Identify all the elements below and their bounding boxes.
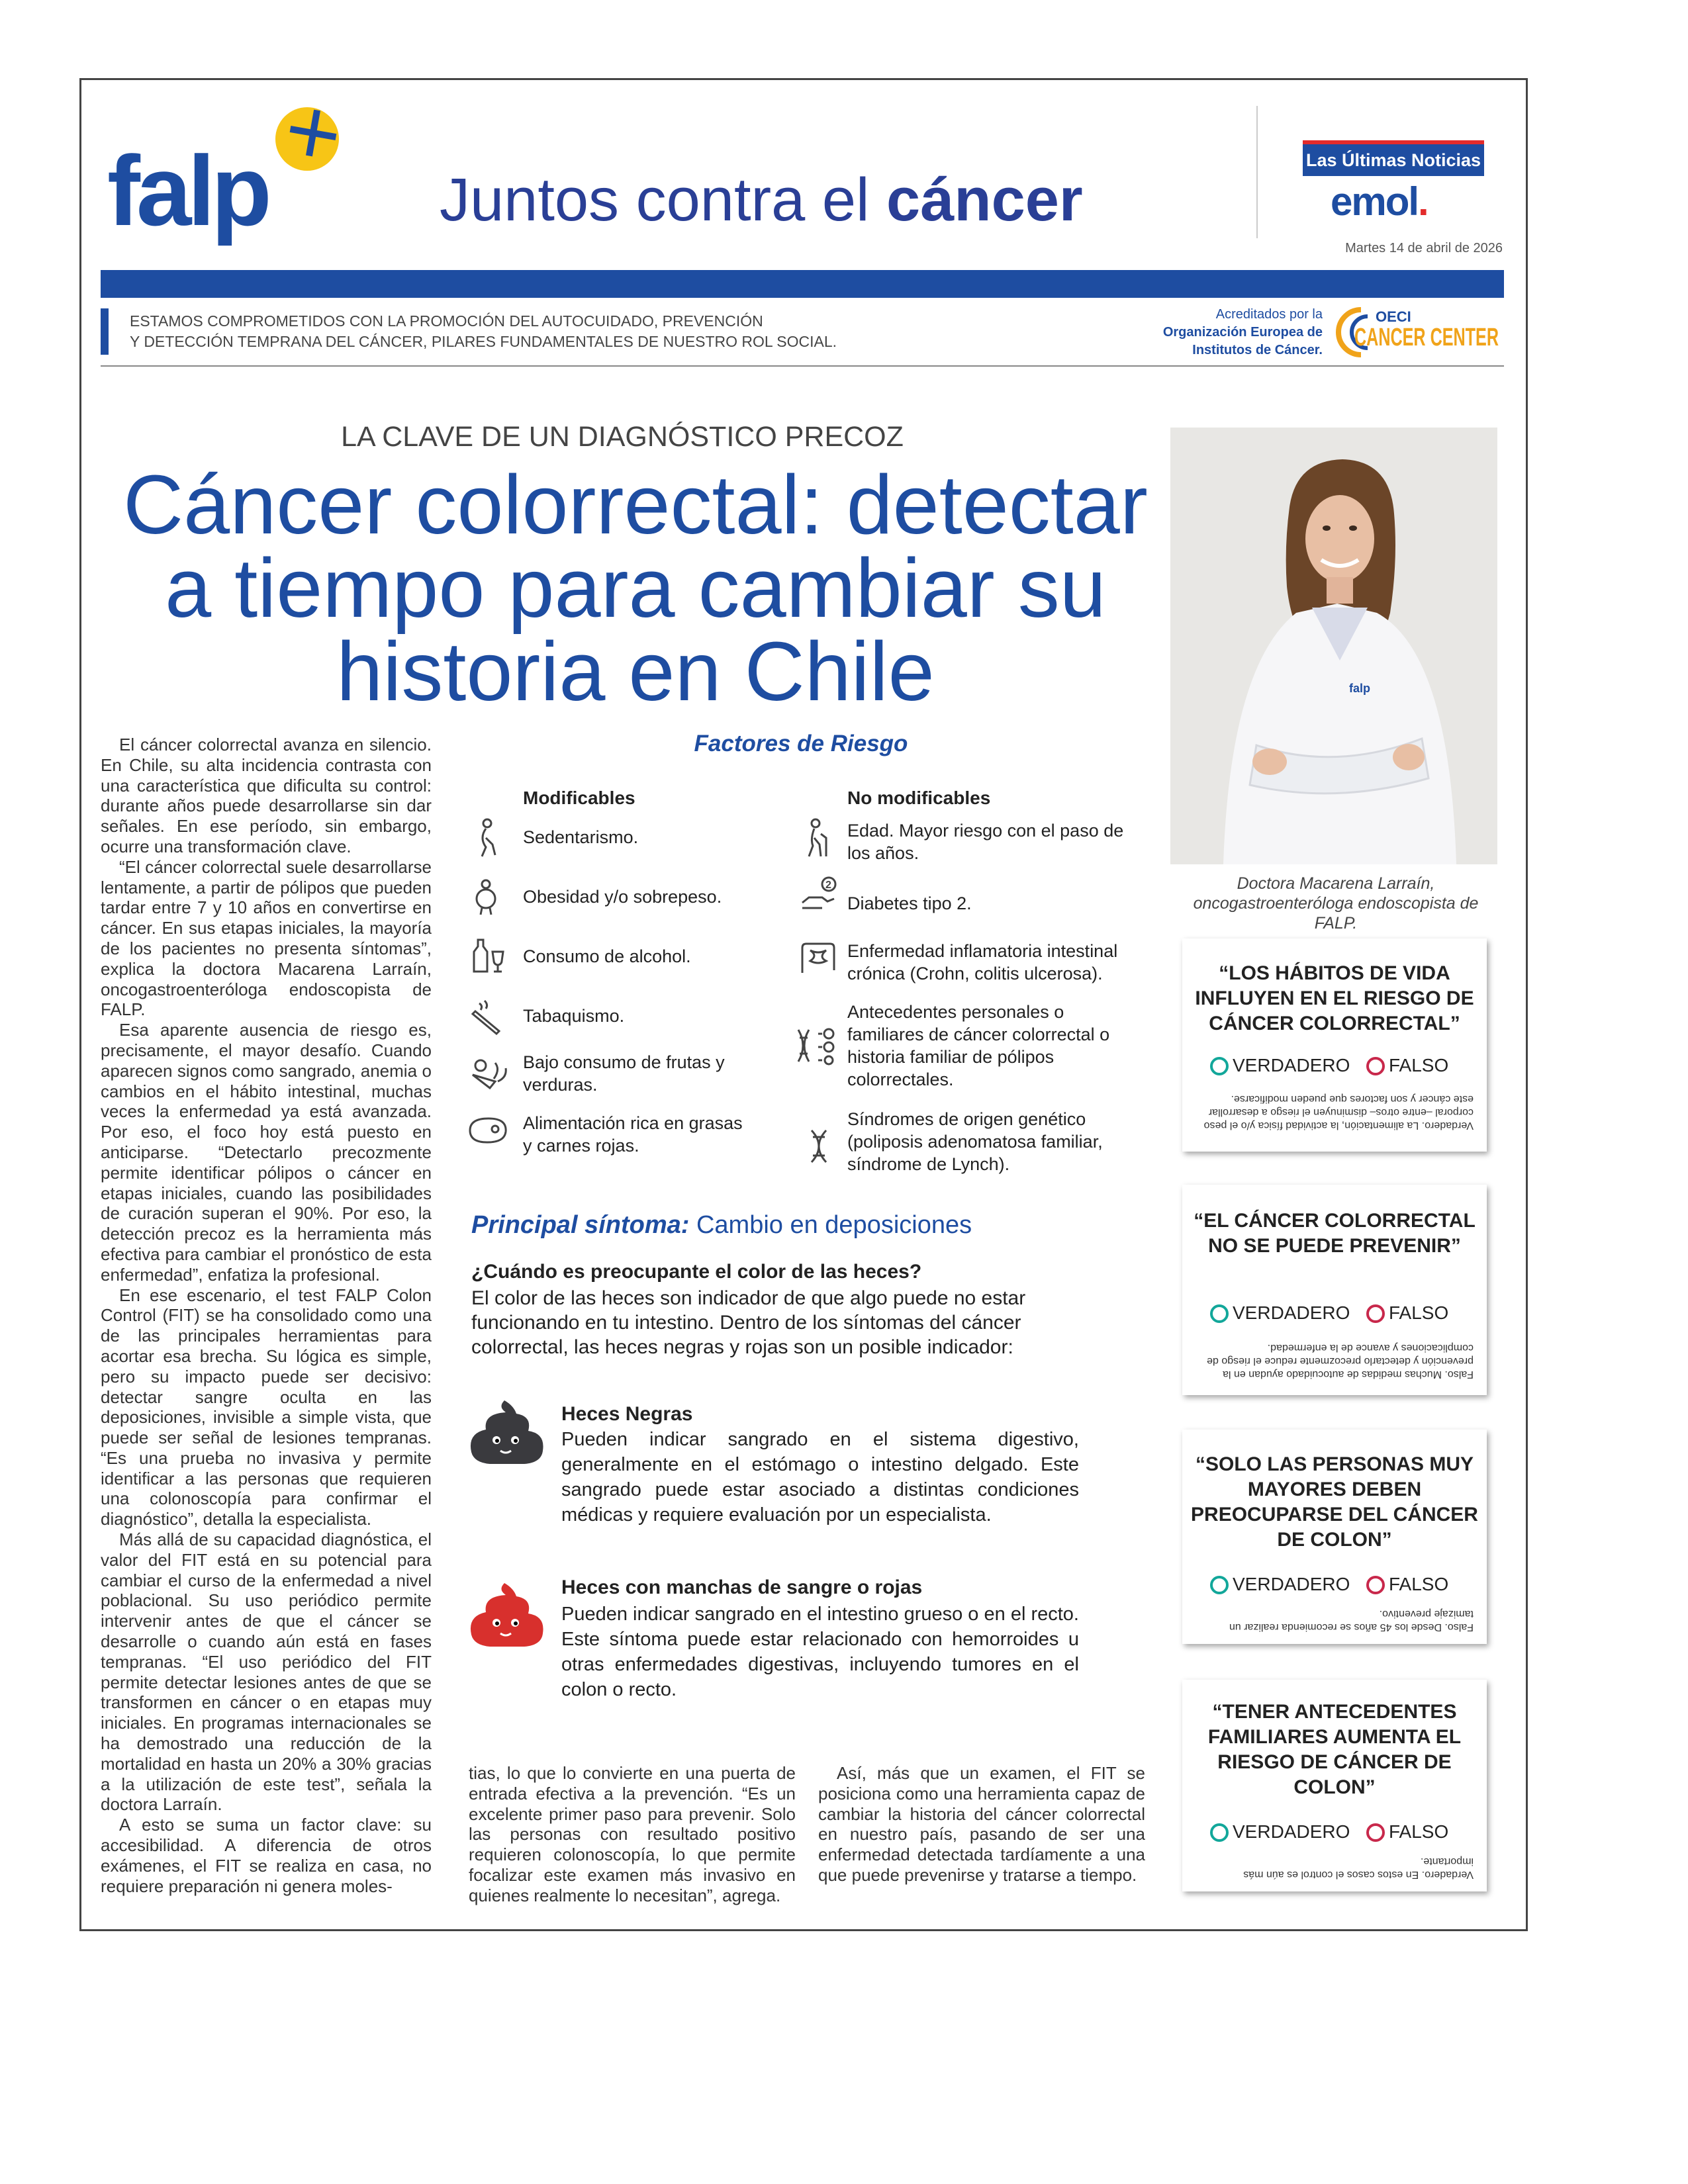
- black-stool-heading: Heces Negras: [561, 1403, 693, 1425]
- oeci-cancer-center-logo: [1332, 302, 1501, 361]
- alcohol-icon: [471, 937, 506, 974]
- article-column-1: [101, 735, 432, 1896]
- stool-question: ¿Cuándo es preocupante el color de las heces?: [471, 1261, 922, 1283]
- quiz-answer-inverted: Verdadero. En estos casos el control es aún más importante.: [1243, 1856, 1474, 1880]
- svg-text:falp: falp: [1349, 682, 1371, 695]
- true-radio[interactable]: [1210, 1057, 1229, 1075]
- true-option[interactable]: VERDADERO: [1210, 1302, 1350, 1324]
- dna-icon: [809, 1128, 829, 1165]
- paragraph: Así, más que un examen, el FIT se posiciona como una herramienta capaz de cambiar la historia del cáncer colorrectal en nuestro país, pasando de ser una enfermedad detectada tardíamente a una que puede prevenirse y tratarse a tiempo.: [818, 1763, 1145, 1885]
- quiz-card: [1182, 1430, 1487, 1644]
- lun-logo: Las Últimas Noticias: [1303, 140, 1484, 176]
- quiz-answer-inverted: Falso. Desde los 45 años se recomienda realizar un tamizaje preventivo.: [1229, 1608, 1474, 1633]
- risk-item: Antecedentes personales o familiares de cáncer colorrectal o historia familiar de pólipos colorrectales.: [847, 1002, 1110, 1089]
- false-radio[interactable]: [1366, 1823, 1385, 1842]
- paragraph: A esto se suma un factor clave: su accesibilidad. A diferencia de otros exámenes, el FIT se realiza en casa, no requiere preparación ni genera moles-: [101, 1815, 432, 1896]
- black-stool-icon: [466, 1396, 545, 1469]
- obesity-icon: [471, 879, 500, 916]
- risk-item: Obesidad y/o sobrepeso.: [523, 887, 722, 907]
- diabetes-icon: [800, 876, 842, 913]
- false-option[interactable]: FALSO: [1366, 1821, 1448, 1843]
- falp-logo: [107, 99, 425, 246]
- black-stool-text: Pueden indicar sangrado en el sistema digestivo, generalmente en el estómago o intestino delgado. Este sangrado puede estar asociado a distintas condiciones médicas y requiere evaluación por un especialista.: [561, 1429, 1079, 1525]
- doctor-photo: [1170, 428, 1497, 864]
- nonmodifiable-heading: No modificables: [847, 788, 991, 808]
- risk-item: Enfermedad inflamatoria intestinal crónica (Crohn, colitis ulcerosa).: [847, 941, 1118, 983]
- false-option[interactable]: FALSO: [1366, 1574, 1448, 1595]
- red-stool-icon: [466, 1579, 545, 1652]
- true-radio[interactable]: [1210, 1823, 1229, 1842]
- intestine-icon: [798, 940, 838, 978]
- quiz-card: [1182, 938, 1487, 1152]
- elderly-icon: [802, 818, 831, 859]
- paragraph: tias, lo que lo convierte en una puerta de entrada efectiva a la prevención. “Es un excelente primer paso para prevenir. Solo las personas con resultado positivo requieren colonoscopía, lo que permite focalizar este examen más invasivo en quienes realmente lo necesitan”, agrega.: [469, 1763, 796, 1905]
- modifiable-heading: Modificables: [523, 788, 635, 808]
- article-headline: Cáncer colorrectal: detectar a tiempo para cambiar su historia en Chile: [123, 458, 1148, 718]
- oeci-label: OECI: [1376, 308, 1411, 325]
- steak-icon: [466, 1115, 510, 1146]
- quiz-card: [1182, 1680, 1487, 1891]
- paragraph: “El cáncer colorrectal suele desarrollarse lentamente, a partir de pólipos que pueden tardar entre 7 y 10 años en convertirse en cáncer. En sus etapas iniciales, la mayoría de los pacientes no presenta síntomas”, explica la doctora Macarena Larraín, oncogastroenteróloga endoscopista de FALP.: [101, 856, 432, 1020]
- photo-caption: Doctora Macarena Larraín, oncogastroenteróloga endoscopista de FALP.: [1193, 874, 1479, 933]
- article-kicker: LA CLAVE DE UN DIAGNÓSTICO PRECOZ: [341, 421, 904, 453]
- paragraph: El cáncer colorrectal avanza en silencio. En Chile, su alta incidencia contrasta con una característica que dificulta su control: durante años puede desarrollarse sin dar señales. En ese período, sin embargo, ocurre una transformación clave.: [101, 735, 432, 856]
- red-stool-text: Pueden indicar sangrado en el intestino grueso o en el recto. Este síntoma puede estar relacionado con hemorroides u otras enfermedades digestivas, incluyendo tumores en el colon o recto.: [561, 1604, 1079, 1700]
- sedentary-icon: [471, 818, 500, 858]
- main-symptom-heading: Principal síntoma: Cambio en deposiciones: [471, 1211, 972, 1239]
- article-column-3: [818, 1763, 1145, 1886]
- commitment-accent: [101, 308, 109, 355]
- risk-item: Bajo consumo de frutas y verduras.: [523, 1052, 725, 1095]
- red-stool-heading: Heces con manchas de sangre o rojas: [561, 1576, 923, 1598]
- accreditation-text: Acreditados por la Organización Europea de Institutos de Cáncer.: [1162, 307, 1323, 357]
- header-rule: [101, 365, 1504, 367]
- cigarette-icon: [471, 998, 506, 1035]
- paragraph: Más allá de su capacidad diagnóstica, el valor del FIT está en su potencial para cambiar el curso de la enfermedad a nivel poblacional. Su uso periódico permite intervenir antes de que el cáncer se desarrolle o cuando aún está en fases tempranas. “El uso periódico del FIT permite detectar lesiones antes de que se transformen en cáncer o en etapas muy iniciales. En programas internacionales se ha demostrado una reducción de la mortalidad en hasta un 20% a 30% gracias a la utilización de este test”, señala la doctora Larraín.: [101, 1529, 432, 1815]
- svg-text:2: 2: [825, 880, 831, 891]
- true-option[interactable]: VERDADERO: [1210, 1055, 1350, 1076]
- header-blue-bar: [101, 270, 1504, 298]
- false-option[interactable]: FALSO: [1366, 1055, 1448, 1076]
- commitment-text: ESTAMOS COMPROMETIDOS CON LA PROMOCIÓN DEL AUTOCUIDADO, PREVENCIÓN Y DETECCIÓN TEMPRANA DEL CÁNCER, PILARES FUNDAMENTALES DE NUESTRO ROL SOCIAL.: [130, 312, 837, 350]
- false-radio[interactable]: [1366, 1057, 1385, 1075]
- false-option[interactable]: FALSO: [1366, 1302, 1448, 1324]
- cancer-center-label: CANCER CENTER: [1354, 324, 1499, 351]
- issue-date: Martes 14 de abril de 2026: [1345, 241, 1503, 255]
- quiz-answer-inverted: Verdadero. La alimentación, la actividad física y/o el peso corporal –entre otros– disminuyen el riesgo a desarrollar este cáncer y son factores que pueden modificarse.: [1203, 1093, 1474, 1131]
- risk-item: Tabaquismo.: [523, 1006, 625, 1026]
- stool-intro: El color de las heces son indicador de que algo puede no estar funcionando en tu intestino. Dentro de los síntomas del cáncer colorrectal, las heces negras y rojas son un posible indicador:: [471, 1287, 1026, 1358]
- article-column-2: [469, 1763, 796, 1906]
- true-radio[interactable]: [1210, 1576, 1229, 1594]
- true-option[interactable]: VERDADERO: [1210, 1574, 1350, 1595]
- risk-item: Diabetes tipo 2.: [847, 893, 972, 913]
- paragraph: Esa aparente ausencia de riesgo es, precisamente, el mayor desafío. Cuando aparecen signos como sangrado, anemia o cambios en el hábito intestinal, muchas veces la enfermedad ya está avanzada. Por eso, el foco hoy está puesto en anticiparse. “Detectarlo precozmente permite identificar pólipos o cáncer en etapas iniciales, cuando las posibilidades de curación superan el 90%. Por eso, la detección precoz es la herramienta más efectiva para cambiar el pronóstico de esta enfermedad”, enfatiza la profesional.: [101, 1020, 432, 1285]
- quiz-answer-inverted: Falso. Muchas medidas de autocuidado ayudan en la prevención y detectarlo precozmente reduce el riesgo de complicaciones y avance de la enfermedad.: [1207, 1342, 1474, 1380]
- false-radio[interactable]: [1366, 1576, 1385, 1594]
- risk-item: Alimentación rica en grasas y carnes rojas.: [523, 1113, 743, 1156]
- risk-item: Sedentarismo.: [523, 827, 639, 847]
- svg-text:falp: falp: [107, 135, 268, 246]
- emol-logo: emol.: [1331, 179, 1428, 224]
- true-radio[interactable]: [1210, 1304, 1229, 1323]
- risk-item: Edad. Mayor riesgo con el paso de los años.: [847, 821, 1124, 863]
- true-option[interactable]: VERDADERO: [1210, 1821, 1350, 1843]
- family-dna-icon: [794, 1026, 841, 1066]
- quiz-statement: “LOS HÁBITOS DE VIDA INFLUYEN EN EL RIESGO DE CÁNCER COLORRECTAL”: [1195, 962, 1474, 1034]
- quiz-statement: “EL CÁNCER COLORRECTAL NO SE PUEDE PREVENIR”: [1194, 1210, 1476, 1257]
- quiz-statement: “TENER ANTECEDENTES FAMILIARES AUMENTA EL RIESGO DE CÁNCER DE COLON”: [1207, 1701, 1462, 1798]
- quiz-statement: “SOLO LAS PERSONAS MUY MAYORES DEBEN PREOCUPARSE DEL CÁNCER DE COLON”: [1191, 1453, 1478, 1551]
- false-radio[interactable]: [1366, 1304, 1385, 1323]
- quiz-card: [1182, 1185, 1487, 1395]
- vegetables-icon: [467, 1055, 510, 1095]
- risk-item: Consumo de alcohol.: [523, 946, 691, 966]
- masthead-tagline: Juntos contra el cáncer: [440, 166, 1083, 234]
- risk-item: Síndromes de origen genético (poliposis adenomatosa familiar, síndrome de Lynch).: [847, 1109, 1103, 1174]
- paragraph: En ese escenario, el test FALP Colon Control (FIT) se ha consolidado como una de las principales herramientas para acortar esa brecha. Su lógica es simple, pero su impacto puede ser decisivo: detectar sangre oculta en las deposiciones, invisible a simple vista, que puede ser señal de lesiones tempranas. “Es una prueba no invasiva y permite identificar a las personas que requieren una colonoscopía para confirmar el diagnóstico”, detalla la especialista.: [101, 1285, 432, 1529]
- header-divider: [1256, 106, 1258, 238]
- risk-factors-title: Factores de Riesgo: [694, 731, 908, 756]
